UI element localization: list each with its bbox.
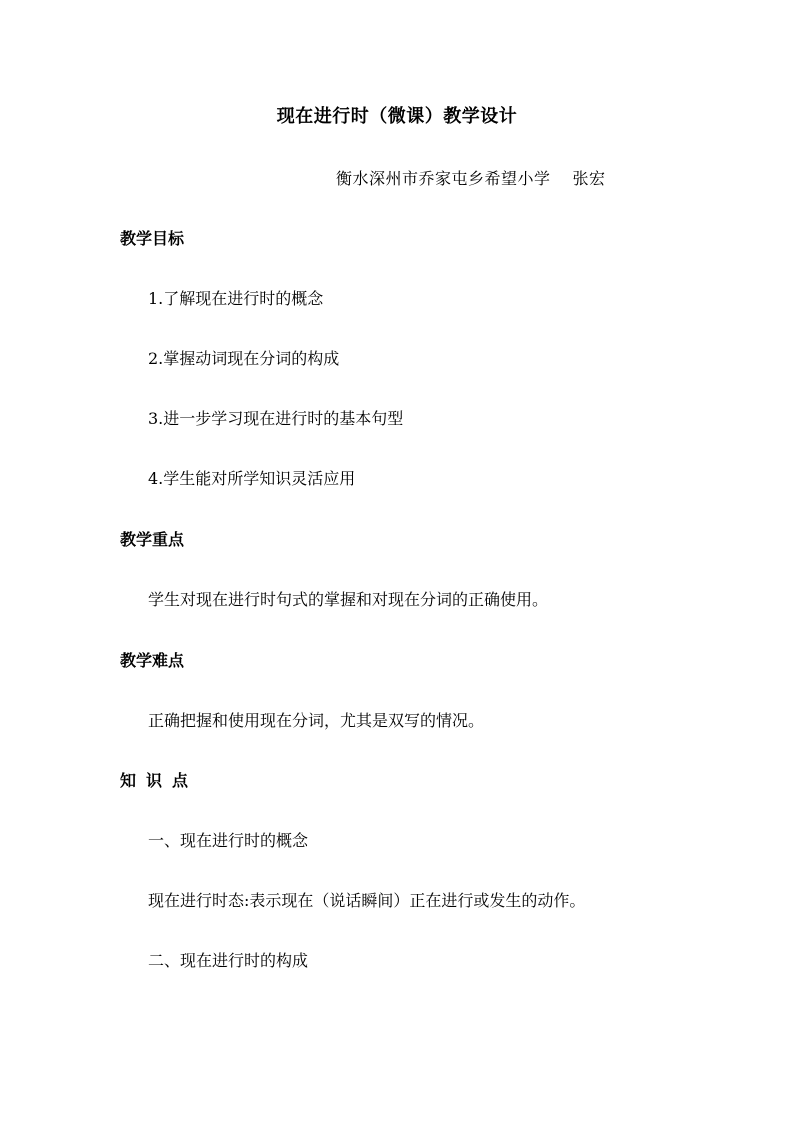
objective-item-1: 1.了解现在进行时的概念 <box>148 289 324 308</box>
knowledge-line-1: 一、现在进行时的概念 <box>148 831 309 850</box>
heading-difficulties: 教学难点 <box>120 651 185 670</box>
objective-item-2: 2.掌握动词现在分词的构成 <box>148 349 340 368</box>
author-line <box>336 169 606 189</box>
author-name: 张宏 <box>572 169 606 188</box>
knowledge-line-2: 现在进行时态:表示现在（说话瞬间）正在进行或发生的动作。 <box>148 891 586 910</box>
heading-key-points: 教学重点 <box>120 530 185 549</box>
document-title: 现在进行时（微课）教学设计 <box>276 106 518 127</box>
key-points-text: 学生对现在进行时句式的掌握和对现在分词的正确使用。 <box>148 590 549 609</box>
author-school: 衡水深州市乔家屯乡希望小学 <box>336 169 551 188</box>
knowledge-line-3: 二、现在进行时的构成 <box>148 951 309 970</box>
objective-item-4: 4.学生能对所学知识灵活应用 <box>148 469 356 488</box>
heading-objectives: 教学目标 <box>120 229 185 248</box>
heading-knowledge: 知识点 <box>120 771 199 790</box>
difficulties-text: 正确把握和使用现在分词，尤其是双写的情况。 <box>148 711 485 730</box>
objective-item-3: 3.进一步学习现在进行时的基本句型 <box>148 409 404 428</box>
